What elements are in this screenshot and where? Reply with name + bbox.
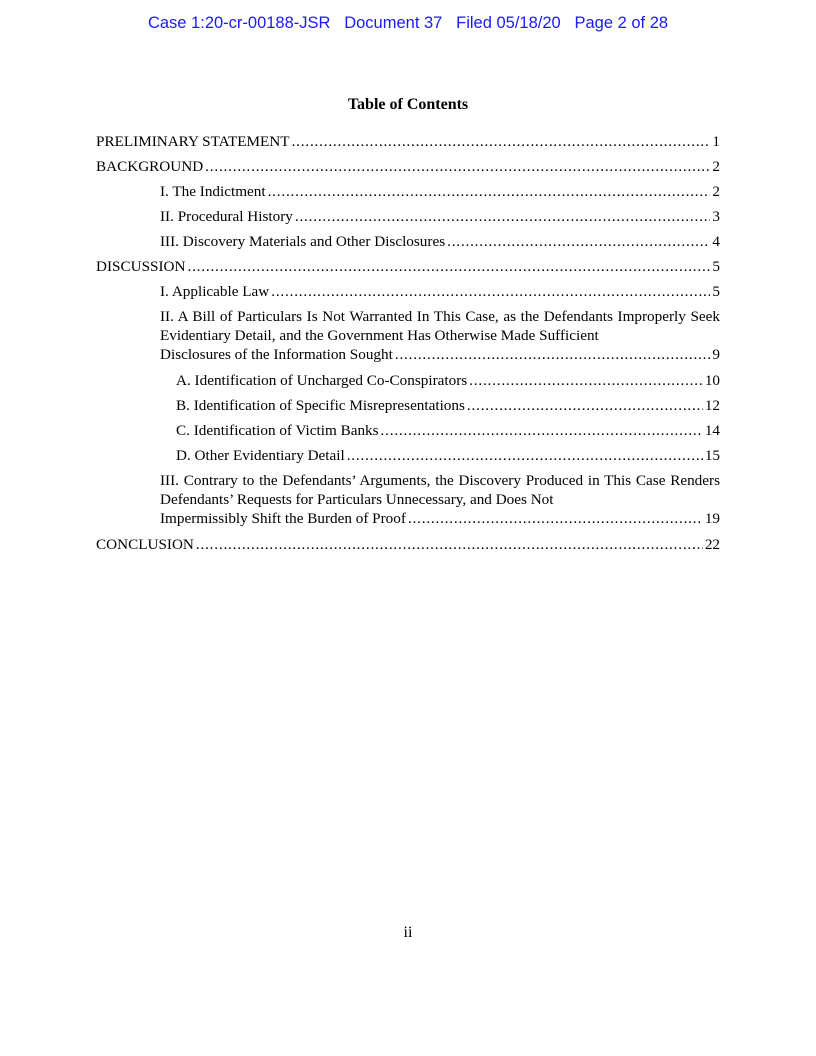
toc-entry	[96, 535, 720, 560]
toc-entry-page: 3	[712, 208, 720, 225]
toc-entry-page: 10	[704, 372, 720, 389]
toc-entry	[96, 207, 720, 232]
toc-title: Table of Contents	[347, 96, 469, 113]
toc-entry	[96, 157, 720, 182]
toc-entry-text: DISCUSSION	[96, 258, 186, 275]
toc-entry-page: 9	[712, 346, 720, 363]
toc-leader	[395, 345, 711, 364]
toc-entry	[96, 421, 720, 446]
toc-entry-page: 22	[704, 536, 720, 553]
toc-leader	[268, 182, 711, 201]
toc-entry-page: 14	[704, 422, 720, 439]
toc-leader	[381, 421, 703, 440]
document-number: Document 37	[344, 14, 443, 32]
toc-entry-text: D. Other Evidentiary Detail	[176, 447, 345, 464]
toc-entry-page: 4	[712, 233, 720, 250]
toc-entry	[96, 307, 720, 371]
page-of: Page 2 of 28	[574, 14, 669, 32]
toc-entry	[96, 396, 720, 421]
toc-leader	[295, 207, 711, 226]
toc-entry-text: I. Applicable Law	[160, 283, 270, 300]
toc-entry-text-tail: Impermissibly Shift the Burden of Proof	[160, 510, 406, 527]
toc-entry	[96, 132, 720, 157]
toc-entry	[96, 257, 720, 282]
toc-entry-page: 5	[712, 258, 720, 275]
toc-leader	[408, 509, 703, 528]
toc-entry-text: I. The Indictment	[160, 183, 266, 200]
toc-leader	[347, 446, 703, 465]
toc-entry-page: 2	[712, 158, 720, 175]
toc-entry	[96, 471, 720, 535]
page-number: ii	[403, 924, 413, 941]
toc-entry-text: CONCLUSION	[96, 536, 194, 553]
toc-entry-text: A. Identification of Uncharged Co-Conspirators	[176, 372, 468, 389]
toc-leader	[292, 132, 711, 151]
toc-leader	[469, 371, 703, 390]
toc-entry-page: 12	[704, 397, 720, 414]
toc-entry-text: III. Discovery Materials and Other Disclosures	[160, 233, 446, 250]
toc-leader	[205, 157, 710, 176]
toc-entry	[96, 371, 720, 396]
toc-entry	[96, 182, 720, 207]
toc-entry	[96, 232, 720, 257]
toc-entry-text: III. Contrary to the Defendants’ Arguments, the Discovery Produced in This Case Renders Defendants’ Requests for Particulars Unnecessary, and Does Not	[160, 472, 720, 508]
case-number: Case 1:20-cr-00188-JSR	[147, 14, 331, 32]
toc-entry-lastline	[160, 345, 720, 364]
toc-entry-page: 15	[704, 447, 720, 464]
toc-entry-page: 1	[712, 133, 720, 150]
toc-entry-page: 2	[712, 183, 720, 200]
toc-leader	[467, 396, 703, 415]
toc-entry-text-tail: Disclosures of the Information Sought	[160, 346, 393, 363]
toc-entry	[96, 282, 720, 307]
toc-entry-text: B. Identification of Specific Misrepresentations	[176, 397, 465, 414]
toc-leader	[447, 232, 710, 251]
toc-entry-text: II. Procedural History	[160, 208, 293, 225]
toc-leader	[187, 257, 710, 276]
toc-entry-page: 5	[712, 283, 720, 300]
toc-entry-text: BACKGROUND	[96, 158, 204, 175]
toc-entry-text: II. A Bill of Particulars Is Not Warranted In This Case, as the Defendants Improperly Seek Evidentiary Detail, and the Government Has Otherwise Made Sufficient	[160, 308, 720, 344]
toc-leader	[271, 282, 710, 301]
toc-entry-text: C. Identification of Victim Banks	[176, 422, 379, 439]
ecf-header	[0, 14, 816, 33]
filed-date: Filed 05/18/20	[456, 14, 561, 32]
toc-entry-text: PRELIMINARY STATEMENT	[96, 133, 290, 150]
toc-leader	[196, 535, 703, 554]
toc-entry	[96, 446, 720, 471]
toc-entry-lastline	[160, 509, 720, 528]
table-of-contents	[96, 132, 720, 560]
toc-entry-page: 19	[704, 510, 720, 527]
